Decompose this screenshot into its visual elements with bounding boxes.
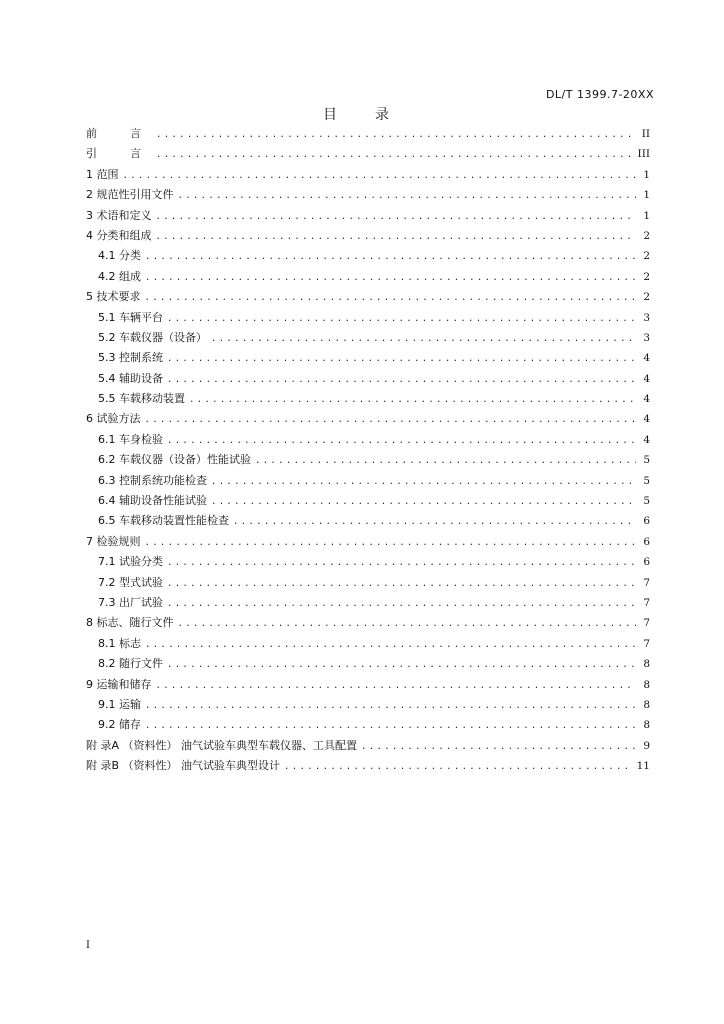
toc-entry-label: 5.2 车载仪器（设备） xyxy=(98,330,207,344)
toc-entry-page: 11 xyxy=(636,760,650,773)
toc-entry-label: 9 运输和储存 xyxy=(86,677,152,691)
toc-dot-leader xyxy=(211,472,636,492)
toc-dot-leader xyxy=(123,166,637,186)
toc-dot-leader xyxy=(255,451,636,471)
toc-entry[interactable] xyxy=(86,308,650,328)
toc-dot-leader xyxy=(189,390,636,410)
toc-entry-label: 5.3 控制系统 xyxy=(98,351,163,365)
toc-dot-leader xyxy=(361,737,636,757)
toc-dot-leader xyxy=(156,125,636,145)
toc-entry-page: 8 xyxy=(643,658,650,671)
toc-entry-page: 4 xyxy=(643,352,650,365)
toc-entry-label: 5.4 辅助设备 xyxy=(98,371,163,385)
toc-dot-leader xyxy=(167,309,636,329)
toc-entry-page: 7 xyxy=(643,596,650,609)
toc-entry-page: 1 xyxy=(643,168,650,181)
toc-entry-page: 7 xyxy=(643,637,650,650)
toc-entry[interactable] xyxy=(86,613,650,633)
toc-entry[interactable] xyxy=(86,165,650,185)
toc-entry-page: 4 xyxy=(643,413,650,426)
toc-entry-label: 6.1 车身检验 xyxy=(98,432,163,446)
toc-entry[interactable] xyxy=(86,246,650,266)
toc-entry-page: 3 xyxy=(643,331,650,344)
toc-dot-leader xyxy=(145,696,636,716)
toc-entry[interactable] xyxy=(86,715,650,735)
toc-entry[interactable] xyxy=(86,695,650,715)
toc-dot-leader xyxy=(145,716,636,736)
toc-entry-label: 7.3 出厂试验 xyxy=(98,595,163,609)
toc-entry-label: 4 分类和组成 xyxy=(86,228,152,242)
toc-entry[interactable] xyxy=(86,511,650,531)
toc-entry[interactable] xyxy=(86,756,650,776)
toc-dot-leader xyxy=(145,410,637,430)
toc-entry-page: 8 xyxy=(643,698,650,711)
toc-entry-label: 6.2 车载仪器（设备）性能试验 xyxy=(98,453,251,467)
document-code: DL/T 1399.7-20XX xyxy=(545,88,654,101)
toc-entry-label: 附 录A （资料性） 油气试验车典型车载仪器、工具配置 xyxy=(86,738,358,752)
toc-entry[interactable] xyxy=(86,450,650,470)
toc-entry-page: 4 xyxy=(643,372,650,385)
toc-dot-leader xyxy=(156,676,637,696)
toc-entry-label: 9.2 储存 xyxy=(98,718,141,732)
toc-entry-label: 8.2 随行文件 xyxy=(98,657,163,671)
toc-entry-page: 6 xyxy=(643,535,650,548)
toc-entry-page: 7 xyxy=(643,576,650,589)
toc-entry[interactable] xyxy=(86,532,650,552)
toc-entry-page: II xyxy=(641,128,650,140)
toc-dot-leader xyxy=(211,329,636,349)
toc-entry-page: 8 xyxy=(643,719,650,732)
toc-entry-page: 2 xyxy=(643,291,650,304)
toc-entry-label: 引 言 xyxy=(86,147,152,161)
toc-entry[interactable] xyxy=(86,267,650,287)
toc-entry-label: 3 术语和定义 xyxy=(86,208,152,222)
toc-dot-leader xyxy=(156,145,634,165)
toc-entry-label: 5.1 车辆平台 xyxy=(98,310,163,324)
toc-dot-leader xyxy=(178,186,637,206)
toc-entry-label: 8.1 标志 xyxy=(98,636,141,650)
toc-dot-leader xyxy=(156,207,637,227)
toc-entry[interactable] xyxy=(86,185,650,205)
toc-entry-page: III xyxy=(637,148,650,161)
toc-entry-page: 7 xyxy=(643,617,650,630)
toc-dot-leader xyxy=(156,227,637,247)
toc-entry-label: 6.5 车载移动装置性能检查 xyxy=(98,514,229,528)
toc-entry[interactable] xyxy=(86,675,650,695)
toc-entry[interactable] xyxy=(86,634,650,654)
toc-entry-label: 9.1 运输 xyxy=(98,697,141,711)
toc-entry-page: 1 xyxy=(643,189,650,202)
toc-entry[interactable] xyxy=(86,389,650,409)
toc-entry-page: 3 xyxy=(643,311,650,324)
toc-entry[interactable] xyxy=(86,124,650,144)
toc-entry-label: 前 言 xyxy=(86,127,152,140)
toc-dot-leader xyxy=(145,635,636,655)
footer-page-number: I xyxy=(86,940,90,951)
toc-dot-leader xyxy=(284,757,633,777)
toc-dot-leader xyxy=(178,614,637,634)
table-of-contents xyxy=(86,124,650,777)
toc-entry-page: 4 xyxy=(643,393,650,406)
toc-dot-leader xyxy=(167,349,636,369)
toc-dot-leader xyxy=(167,370,636,390)
toc-dot-leader xyxy=(167,655,636,675)
toc-dot-leader xyxy=(233,512,636,532)
toc-entry[interactable] xyxy=(86,287,650,307)
toc-dot-leader xyxy=(145,247,636,267)
toc-entry-page: 8 xyxy=(643,678,650,691)
toc-entry[interactable] xyxy=(86,144,650,164)
toc-entry-label: 7.1 试验分类 xyxy=(98,555,163,569)
toc-entry[interactable] xyxy=(86,409,650,429)
toc-entry-page: 5 xyxy=(643,474,650,487)
toc-entry-page: 2 xyxy=(643,250,650,263)
toc-dot-leader xyxy=(167,431,636,451)
toc-entry[interactable] xyxy=(86,348,650,368)
toc-entry-page: 6 xyxy=(643,515,650,528)
toc-entry[interactable] xyxy=(86,471,650,491)
toc-entry-label: 附 录B （资料性） 油气试验车典型设计 xyxy=(86,759,281,773)
toc-entry[interactable] xyxy=(86,369,650,389)
toc-entry-label: 7 检验规则 xyxy=(86,534,141,548)
toc-entry-page: 5 xyxy=(643,454,650,467)
toc-entry-label: 6.4 辅助设备性能试验 xyxy=(98,494,207,508)
toc-entry[interactable] xyxy=(86,573,650,593)
toc-entry-label: 5 技术要求 xyxy=(86,290,141,304)
toc-entry[interactable] xyxy=(86,552,650,572)
toc-entry-label: 8 标志、随行文件 xyxy=(86,616,174,630)
toc-entry[interactable] xyxy=(86,654,650,674)
toc-entry-label: 4.2 组成 xyxy=(98,269,141,283)
toc-entry[interactable] xyxy=(86,736,650,756)
toc-entry[interactable] xyxy=(86,491,650,511)
toc-entry-page: 5 xyxy=(643,495,650,508)
toc-dot-leader xyxy=(167,574,636,594)
toc-dot-leader xyxy=(211,492,636,512)
toc-dot-leader xyxy=(167,594,636,614)
toc-title: 目 录 xyxy=(323,107,401,123)
toc-entry-label: 4.1 分类 xyxy=(98,249,141,263)
toc-entry-page: 6 xyxy=(643,556,650,569)
toc-dot-leader xyxy=(145,288,637,308)
toc-entry-page: 4 xyxy=(643,433,650,446)
toc-entry-label: 2 规范性引用文件 xyxy=(86,188,174,202)
toc-entry[interactable] xyxy=(86,593,650,613)
toc-entry-page: 2 xyxy=(643,270,650,283)
toc-entry[interactable] xyxy=(86,206,650,226)
toc-dot-leader xyxy=(145,268,636,288)
toc-dot-leader xyxy=(145,533,637,553)
toc-entry-label: 5.5 车载移动装置 xyxy=(98,392,185,406)
toc-entry[interactable] xyxy=(86,430,650,450)
toc-entry-page: 9 xyxy=(643,739,650,752)
toc-entry-label: 6 试验方法 xyxy=(86,412,141,426)
toc-entry-label: 1 范围 xyxy=(86,167,119,181)
toc-dot-leader xyxy=(167,553,636,573)
toc-entry[interactable] xyxy=(86,226,650,246)
toc-entry-label: 7.2 型式试验 xyxy=(98,575,163,589)
toc-entry-page: 2 xyxy=(643,229,650,242)
toc-entry-page: 1 xyxy=(643,209,650,222)
toc-entry-label: 6.3 控制系统功能检查 xyxy=(98,473,207,487)
toc-entry[interactable] xyxy=(86,328,650,348)
